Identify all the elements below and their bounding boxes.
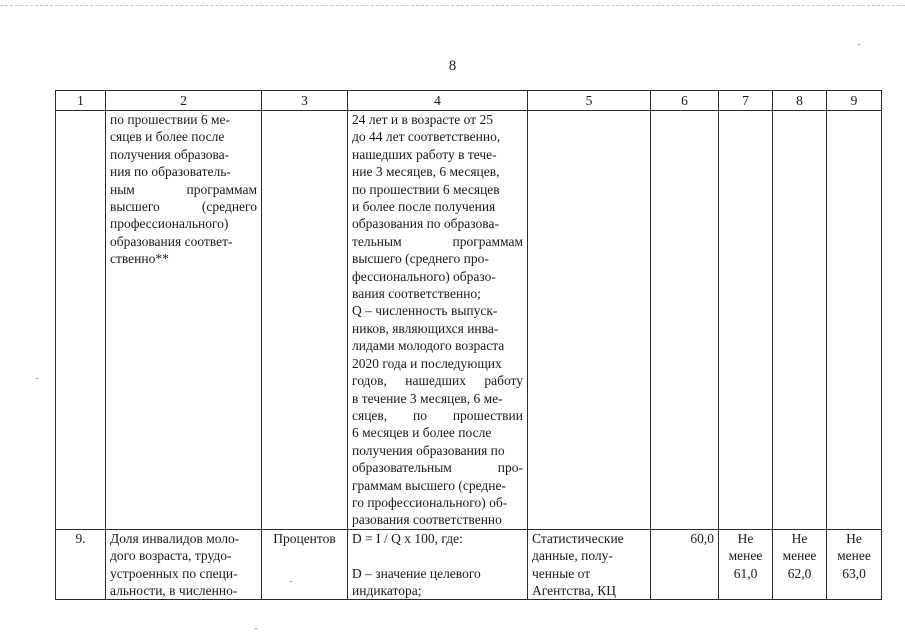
- text-line: ников, являющихся инва-: [352, 320, 499, 336]
- row9-formula: [348, 529, 528, 600]
- page-number: 8: [448, 58, 457, 74]
- text-line: сяцев, по прошествии: [352, 407, 523, 423]
- text-line: профессионального): [110, 216, 229, 232]
- scan-speck: [36, 378, 38, 379]
- text-line: 63,0: [842, 565, 866, 581]
- header-col-6: 6: [651, 91, 719, 111]
- text-line: Агентства, КЦ: [532, 582, 616, 598]
- text-line: разования соответственно: [352, 512, 502, 528]
- row9-unit: Процентов: [262, 529, 348, 600]
- text-line: 24 лет и в возрасте от 25: [352, 112, 493, 127]
- cont-col-5: [528, 111, 651, 530]
- text-line: ния по образователь-: [110, 164, 231, 180]
- text-line: вания соответственно;: [352, 286, 481, 302]
- text-line: Не: [737, 530, 754, 546]
- text-line: менее: [837, 548, 871, 564]
- text-line: D – значение целевого: [352, 565, 481, 581]
- text-line: получения образова-: [110, 146, 230, 162]
- text-line: и более после получения: [352, 199, 496, 215]
- text-line: тельным программам: [352, 233, 523, 249]
- header-col-7: 7: [719, 91, 773, 111]
- header-col-4: 4: [348, 91, 528, 111]
- header-col-9: 9: [827, 91, 882, 111]
- cont-col-8: [773, 111, 827, 530]
- text-line: ственно**: [110, 251, 169, 267]
- cont-col-6: [651, 111, 719, 530]
- text-line: Не: [791, 530, 808, 546]
- scan-speck: [290, 581, 292, 582]
- header-row: [56, 91, 882, 111]
- text-line: 2020 года и последующих: [352, 355, 502, 371]
- text-line: годов, нашедших работу: [352, 373, 523, 389]
- row9-target-year2: [773, 529, 827, 600]
- header-col-2: 2: [106, 91, 262, 111]
- row9-source: [528, 529, 651, 600]
- text-line: фессионального) образо-: [352, 268, 496, 284]
- text-line: данные, полу-: [532, 548, 613, 564]
- text-line: высшего (среднего: [110, 199, 257, 215]
- header-col-5: 5: [528, 91, 651, 111]
- text-line: до 44 лет соответственно,: [352, 129, 501, 145]
- cont-col-1: [56, 111, 106, 530]
- text-line: по прошествии 6 месяцев: [352, 181, 500, 197]
- cont-col-9: [827, 111, 882, 530]
- header-col-8: 8: [773, 91, 827, 111]
- text-line: образовательным про-: [352, 460, 523, 476]
- text-line: в течение 3 месяцев, 6 ме-: [352, 390, 503, 406]
- text-line: 6 месяцев и более после: [352, 425, 492, 441]
- text-line: лидами молодого возраста: [352, 338, 505, 354]
- row9-indicator-name: [106, 529, 262, 600]
- text-line: ние 3 месяцев, 6 месяцев,: [352, 164, 500, 180]
- text-line: менее: [782, 548, 817, 564]
- text-line: 62,0: [787, 565, 812, 581]
- indicator-table: [55, 90, 882, 600]
- cont-indicator-name: [106, 111, 262, 530]
- text-line: ным программам: [110, 181, 257, 197]
- text-line: индикатора;: [352, 582, 422, 598]
- text-line: менее: [728, 548, 763, 564]
- row9-target-year3: [827, 529, 882, 600]
- scan-speck: [255, 628, 257, 629]
- text-line: Доля инвалидов моло-: [110, 530, 240, 546]
- text-line: получения образования по: [352, 442, 505, 458]
- text-line: альности, в численно-: [110, 582, 238, 598]
- text-line: Статистические: [532, 530, 624, 546]
- cont-col-7: [719, 111, 773, 530]
- text-line: 61,0: [733, 565, 758, 581]
- header-col-1: 1: [56, 91, 106, 111]
- text-line: образования соответ-: [110, 233, 233, 249]
- header-col-3: 3: [262, 91, 348, 111]
- text-line: по прошествии 6 ме-: [110, 112, 231, 127]
- text-line: устроенных по специ-: [110, 565, 238, 581]
- text-line: го профессионального) об-: [352, 494, 508, 510]
- text-line: высшего (среднего про-: [352, 251, 489, 267]
- cont-formula-description: [348, 111, 528, 530]
- text-line: дого возраста, трудо-: [110, 548, 232, 564]
- text-line: граммам высшего (средне-: [352, 477, 506, 493]
- text-line: сяцев и более после: [110, 129, 225, 145]
- scan-edge-line: [0, 5, 905, 6]
- scan-speck: [858, 44, 860, 45]
- text-line: ченные от: [532, 565, 591, 581]
- cont-col-3: [262, 111, 348, 530]
- text-line: Q – численность выпуск-: [352, 303, 498, 319]
- blank-line: [352, 547, 523, 564]
- text-line: образования по образова-: [352, 216, 499, 232]
- table-row-9: [56, 529, 882, 600]
- text-line: нашедших работу в тече-: [352, 146, 497, 162]
- row-number: 9.: [56, 529, 106, 600]
- continuation-row: [56, 111, 882, 530]
- row9-target-year1: [719, 529, 773, 600]
- formula-line: D = I / Q x 100, где:: [352, 530, 463, 546]
- row9-base-value: 60,0: [651, 529, 719, 600]
- text-line: Не: [846, 530, 862, 546]
